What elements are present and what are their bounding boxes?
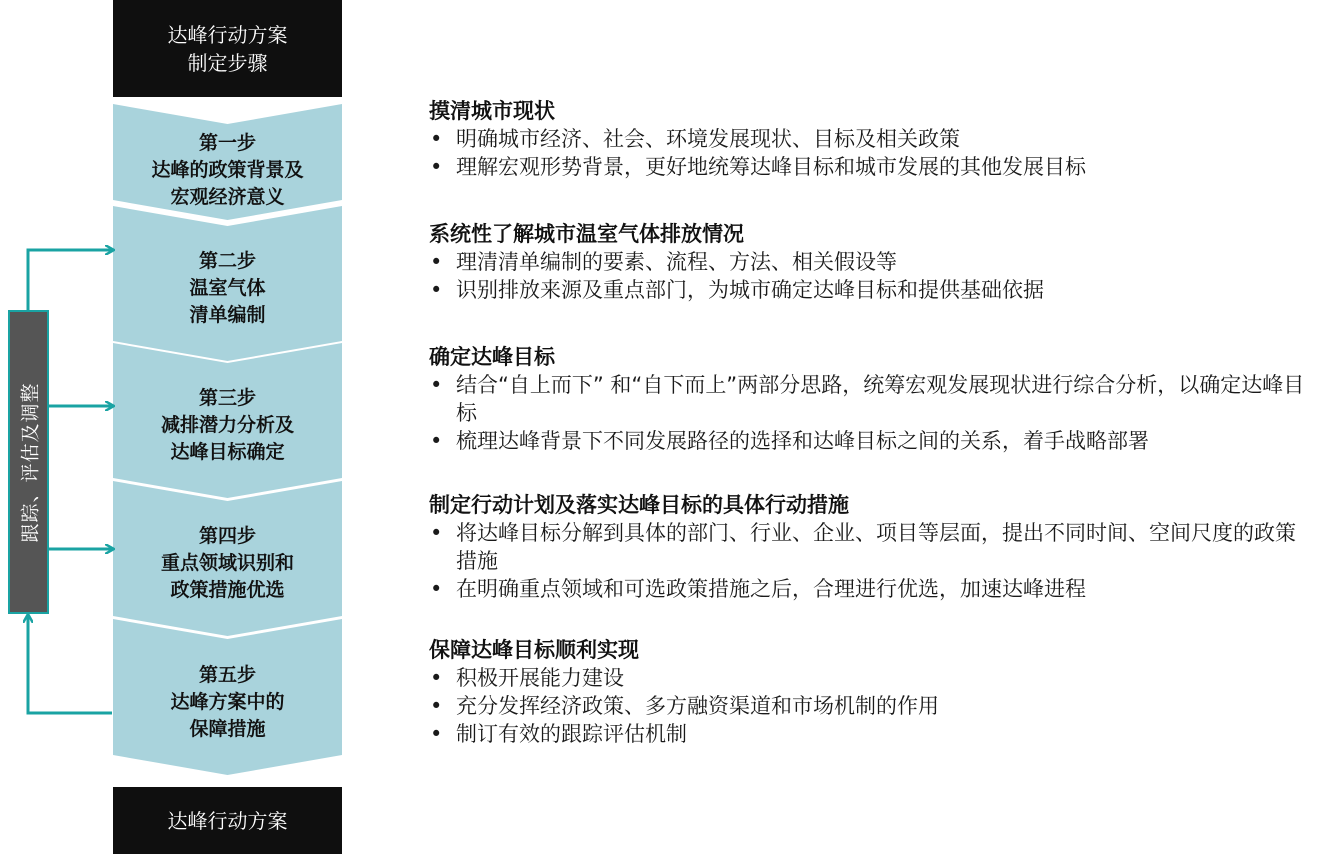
step-4-line-2: 政策措施优选 — [170, 579, 285, 601]
bottom-result-label: 达峰行动方案 — [167, 808, 288, 833]
section-1-heading: 摸清城市现状 — [429, 99, 555, 123]
step-5-chevron — [113, 619, 342, 775]
section-5 — [429, 636, 1319, 748]
step-4-chevron — [113, 481, 342, 636]
step-2-chevron — [113, 206, 342, 361]
section-2 — [429, 220, 1319, 304]
bottom-result-box — [113, 787, 342, 854]
step-1-line-2: 宏观经济意义 — [170, 185, 285, 208]
section-4-heading: 制定行动计划及落实达峰目标的具体行动措施 — [429, 493, 849, 517]
step-2-title: 第二步 — [198, 250, 256, 272]
section-5-bullets — [429, 664, 1319, 748]
step-1-line-1: 达峰的政策背景及 — [151, 158, 304, 181]
section-2-heading: 系统性了解城市温室气体排放情况 — [429, 222, 744, 246]
section-2-bullet-2: • 识别排放来源及重点部门，为城市确定达峰目标和提供基础依据 — [429, 276, 1319, 304]
step-3-line-1: 减排潜力分析及 — [160, 414, 294, 436]
section-4-bullets — [429, 519, 1319, 603]
step-1-chevron — [113, 104, 342, 220]
step-2-line-1: 温室气体 — [189, 277, 266, 299]
step-5-title: 第五步 — [198, 663, 256, 686]
step-4-title: 第四步 — [198, 525, 256, 547]
step-2-line-2: 清单编制 — [189, 304, 266, 326]
section-5-bullet-1: • 积极开展能力建设 — [429, 664, 1319, 692]
section-1-bullet-2: • 理解宏观形势背景，更好地统筹达峰目标和城市发展的其他发展目标 — [429, 153, 1319, 181]
step-3-chevron — [113, 343, 342, 498]
section-3-bullet-2: • 梳理达峰背景下不同发展路径的选择和达峰目标之间的关系，着手战略部署 — [429, 427, 1319, 455]
step-5-line-2: 保障措施 — [189, 717, 266, 740]
section-1-bullets — [429, 125, 1319, 181]
tracking-adjustment-label: 跟踪、评估及调整 — [19, 381, 42, 543]
section-2-bullets — [429, 248, 1319, 304]
tracking-adjustment-box — [8, 310, 49, 614]
section-3 — [429, 343, 1319, 455]
section-1-bullet-1: • 明确城市经济、社会、环境发展现状、目标及相关政策 — [429, 125, 1319, 153]
section-4-bullet-1: • 将达峰目标分解到具体的部门、行业、企业、项目等层面，提出不同时间、空间尺度的政策措施 — [429, 519, 1306, 575]
section-5-bullet-3: • 制订有效的跟踪评估机制 — [429, 720, 1319, 748]
step-5-line-1: 达峰方案中的 — [170, 690, 285, 713]
section-3-bullets — [429, 371, 1319, 455]
section-3-heading: 确定达峰目标 — [429, 345, 555, 369]
section-5-bullet-2: • 充分发挥经济政策、多方融资渠道和市场机制的作用 — [429, 692, 1319, 720]
step-3-line-2: 达峰目标确定 — [170, 441, 285, 463]
step-1-title: 第一步 — [198, 131, 256, 154]
top-title-box — [113, 0, 342, 97]
top-title-line-1: 达峰行动方案 — [167, 22, 288, 47]
section-4-bullet-2: • 在明确重点领域和可选政策措施之后，合理进行优选，加速达峰进程 — [429, 575, 1319, 603]
feedback-arrow-step-2 — [28, 250, 112, 312]
top-title-line-2: 制定步骤 — [187, 50, 268, 75]
feedback-arrow-from-step-5 — [28, 616, 112, 713]
step-3-title: 第三步 — [198, 387, 256, 409]
step-4-line-1: 重点领域识别和 — [160, 552, 294, 574]
section-5-heading: 保障达峰目标顺利实现 — [429, 638, 639, 662]
section-3-bullet-1: • 结合“自上而下” 和“自下而上”两部分思路，统筹宏观发展现状进行综合分析，以确定达峰目标 — [429, 371, 1306, 427]
section-1 — [429, 97, 1319, 181]
section-2-bullet-1: • 理清清单编制的要素、流程、方法、相关假设等 — [429, 248, 1319, 276]
section-4 — [429, 491, 1319, 603]
